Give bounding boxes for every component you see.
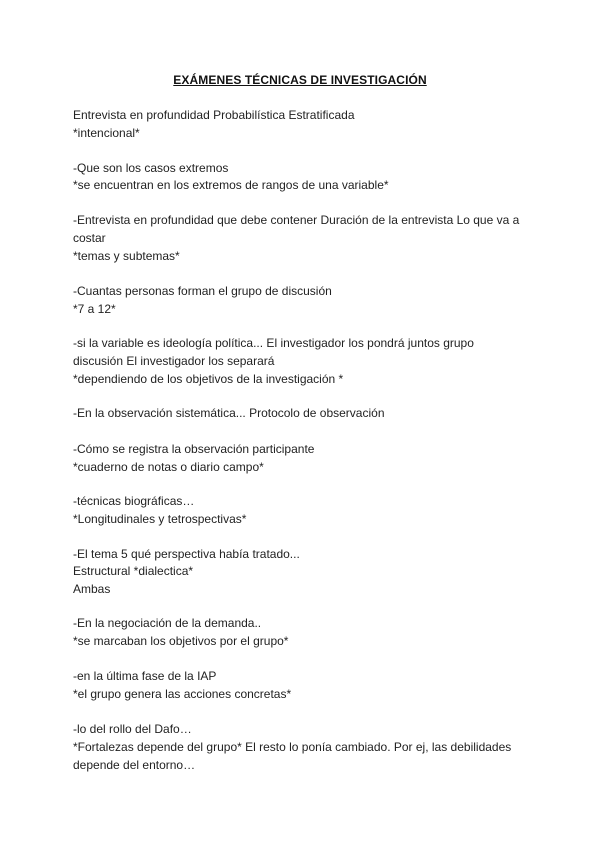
- answer-line: *se marcaban los objetivos por el grupo*: [73, 634, 289, 648]
- question-line: costar: [73, 231, 106, 245]
- answer-line: *7 a 12*: [73, 302, 116, 316]
- question-line: -Cómo se registra la observación participante: [73, 442, 315, 456]
- question-line: -En la observación sistemática... Protocolo de observación: [73, 406, 385, 420]
- question-line: -Entrevista en profundidad que debe contener Duración de la entrevista Lo que va a: [73, 213, 520, 227]
- answer-line: *Fortalezas depende del grupo* El resto lo ponía cambiado. Por ej, las debilidades: [73, 740, 512, 754]
- question-line: discusión El investigador los separará: [73, 354, 275, 368]
- question-line: -El tema 5 qué perspectiva había tratado...: [73, 547, 300, 561]
- answer-line: *Longitudinales y tetrospectivas*: [73, 512, 247, 526]
- answer-line: Ambas: [73, 582, 111, 596]
- answer-line: depende del entorno…: [73, 758, 196, 772]
- question-line: -En la negociación de la demanda..: [73, 616, 262, 630]
- question-line: Entrevista en profundidad Probabilística Estratificada: [73, 108, 355, 122]
- question-line: -si la variable es ideología política... El investigador los pondrá juntos grupo: [73, 336, 474, 350]
- question-line: -lo del rollo del Dafo…: [73, 722, 192, 736]
- answer-line: *dependiendo de los objetivos de la investigación *: [73, 372, 344, 386]
- answer-line: *temas y subtemas*: [73, 249, 180, 263]
- answer-line: *se encuentran en los extremos de rangos de una variable*: [73, 178, 389, 192]
- answer-line: *cuaderno de notas o diario campo*: [73, 460, 264, 474]
- answer-line: *el grupo genera las acciones concretas*: [73, 687, 292, 701]
- question-line: -Cuantas personas forman el grupo de discusión: [73, 284, 332, 298]
- answer-line: *intencional*: [73, 126, 140, 140]
- question-line: -técnicas biográficas…: [73, 494, 195, 508]
- question-line: -Que son los casos extremos: [73, 161, 229, 175]
- question-line: -en la última fase de la IAP: [73, 669, 217, 683]
- answer-line: Estructural *dialectica*: [73, 564, 194, 578]
- document-title: EXÁMENES TÉCNICAS DE INVESTIGACIÓN: [173, 73, 427, 87]
